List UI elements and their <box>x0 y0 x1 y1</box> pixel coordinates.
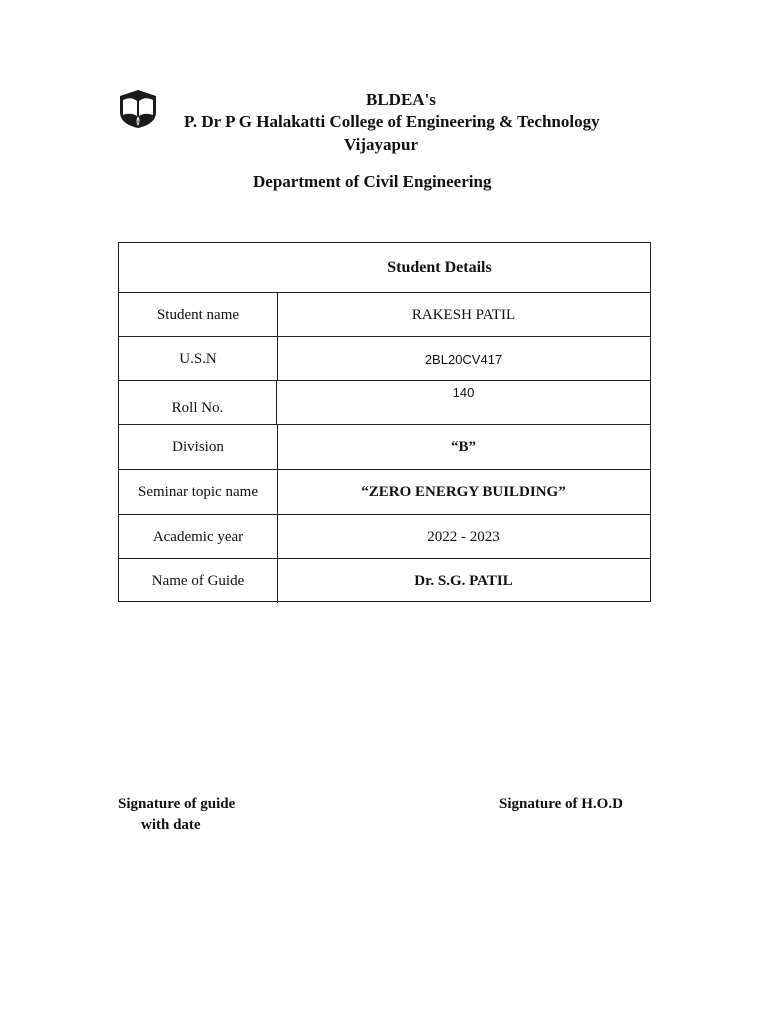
hod-signature-label: Signature of H.O.D <box>499 796 623 812</box>
table-row <box>119 292 650 337</box>
student-name-label: Student name <box>119 293 278 337</box>
table-row <box>119 558 650 603</box>
student-details-table <box>118 242 651 602</box>
division-label: Division <box>119 425 278 470</box>
table-row <box>119 380 650 425</box>
college-name: P. Dr P G Halakatti College of Engineering & Technology <box>184 112 600 131</box>
academic-year-value: 2022 - 2023 <box>427 528 500 545</box>
roll-no-value: 140 <box>452 385 475 400</box>
organization-name: BLDEA's <box>366 90 436 109</box>
academic-year-label: Academic year <box>119 515 278 559</box>
guide-signature-date-label: with date <box>141 817 201 833</box>
seminar-topic-value: “ZERO ENERGY BUILDING” <box>361 484 566 500</box>
seminar-topic-label: Seminar topic name <box>119 470 278 515</box>
roll-no-label: Roll No. <box>119 381 277 425</box>
usn-value: 2BL20CV417 <box>424 351 503 367</box>
table-row <box>119 514 650 559</box>
table-row <box>119 469 650 515</box>
department-name: Department of Civil Engineering <box>253 172 492 191</box>
student-name-value: RAKESH PATIL <box>411 306 516 323</box>
table-row <box>119 424 650 470</box>
guide-name-value: Dr. S.G. PATIL <box>414 572 513 589</box>
college-logo-icon <box>116 86 160 130</box>
city-name: Vijayapur <box>344 135 418 154</box>
guide-name-label: Name of Guide <box>119 559 278 603</box>
table-title: Student Details <box>387 258 492 276</box>
division-value: “B” <box>450 439 476 455</box>
usn-label: U.S.N <box>119 337 278 381</box>
table-row <box>119 336 650 381</box>
guide-signature-label: Signature of guide <box>118 796 236 812</box>
